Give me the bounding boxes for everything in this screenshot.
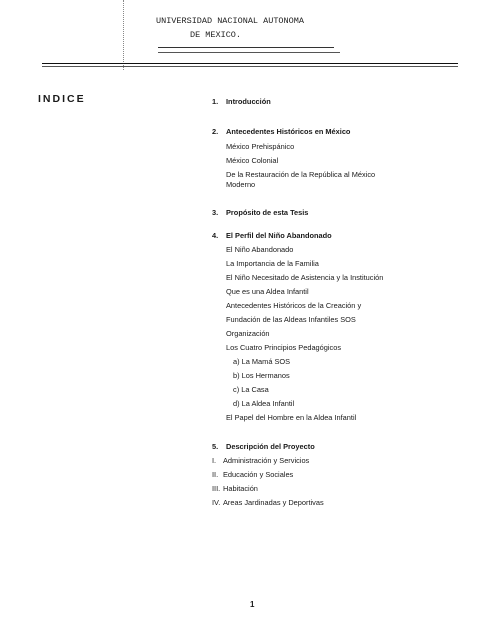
toc-item: Los Cuatro Principios Pedagógicos bbox=[226, 343, 342, 352]
toc-subitem: a) La Mamá SOS bbox=[233, 357, 291, 366]
roman-text: Administración y Servicios bbox=[223, 456, 310, 465]
section-number: 4. bbox=[212, 231, 219, 240]
section-title: Descripción del Proyecto bbox=[226, 442, 315, 451]
university-name-line1: UNIVERSIDAD NACIONAL AUTONOMA bbox=[156, 16, 304, 26]
toc-subitem: b) Los Hermanos bbox=[233, 371, 290, 380]
section-title: Introducción bbox=[226, 97, 271, 106]
toc-subitem: c) La Casa bbox=[233, 385, 269, 394]
toc-item: La Importancia de la Familia bbox=[226, 259, 319, 268]
toc-item: Organización bbox=[226, 329, 270, 338]
university-name-line2: DE MEXICO. bbox=[190, 30, 242, 40]
section-number: 1. bbox=[212, 97, 219, 106]
section-title: Propósito de esta Tesis bbox=[226, 208, 309, 217]
toc-item: Moderno bbox=[226, 180, 256, 189]
roman-text: Areas Jardinadas y Deportivas bbox=[223, 498, 324, 507]
page-number: 1 bbox=[250, 600, 255, 609]
section-number: 5. bbox=[212, 442, 219, 451]
toc-item: Que es una Aldea Infantil bbox=[226, 287, 309, 296]
toc-item: Antecedentes Históricos de la Creación y bbox=[226, 301, 362, 310]
horizontal-rule-thin bbox=[42, 66, 458, 67]
toc-item: El Niño Abandonado bbox=[226, 245, 294, 254]
toc-item: México Prehispánico bbox=[226, 142, 295, 151]
roman-numeral: IV. bbox=[212, 498, 221, 507]
toc-item: El Papel del Hombre en la Aldea Infantil bbox=[226, 413, 357, 422]
roman-text: Educación y Sociales bbox=[223, 470, 294, 479]
section-title: Antecedentes Históricos en México bbox=[226, 127, 351, 136]
roman-numeral: III. bbox=[212, 484, 221, 493]
roman-numeral: I. bbox=[212, 456, 217, 465]
horizontal-rule bbox=[42, 63, 458, 64]
margin-line bbox=[123, 0, 124, 70]
index-heading: INDICE bbox=[38, 93, 86, 105]
header-underline bbox=[158, 47, 334, 48]
header-underline-2 bbox=[158, 52, 340, 53]
toc-item: El Niño Necesitado de Asistencia y la Institución bbox=[226, 273, 384, 282]
roman-numeral: II. bbox=[212, 470, 219, 479]
toc-item: De la Restauración de la República al México bbox=[226, 170, 376, 179]
section-title: El Perfil del Niño Abandonado bbox=[226, 231, 332, 240]
section-number: 2. bbox=[212, 127, 219, 136]
toc-subitem: d) La Aldea Infantil bbox=[233, 399, 295, 408]
toc-item: México Colonial bbox=[226, 156, 279, 165]
section-number: 3. bbox=[212, 208, 219, 217]
toc-item: Fundación de las Aldeas Infantiles SOS bbox=[226, 315, 356, 324]
roman-text: Habitación bbox=[223, 484, 258, 493]
